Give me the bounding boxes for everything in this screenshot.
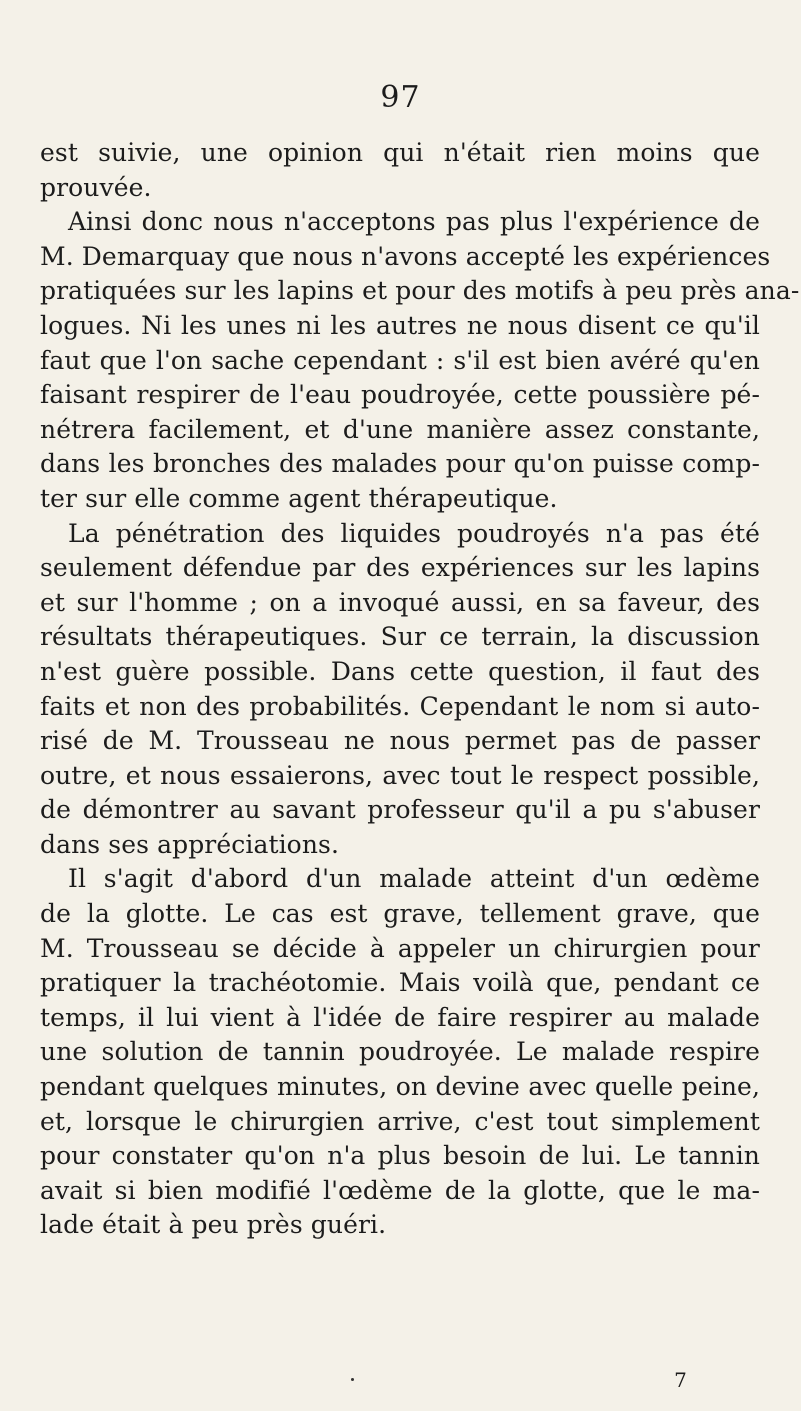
signature-mark <box>0 1368 801 1392</box>
text-line: dans les bronches des malades pour qu'on puisse comp- <box>40 449 760 479</box>
text-line: pratiquer la trachéotomie. Mais voilà que, pendant ce <box>40 968 760 998</box>
page-number: 97 <box>380 80 421 115</box>
text-line: logues. Ni les unes ni les autres ne nous disent ce qu'il <box>40 310 760 340</box>
text-line: et, lorsque le chirurgien arrive, c'est tout simplement <box>40 1106 760 1136</box>
text-line: ter sur elle comme agent thérapeutique. <box>40 483 558 513</box>
text-line: lade était à peu près guéri. <box>40 1210 387 1240</box>
signature-number: 7 <box>674 1368 687 1392</box>
text-line: seulement défendue par des expériences sur les lapins <box>40 553 760 583</box>
text-line: La pénétration des liquides poudroyés n'a pas été <box>68 518 760 548</box>
text-line: résultats thérapeutiques. Sur ce terrain, la discussion <box>40 622 760 652</box>
text-line: faits et non des probabilités. Cependant le nom si auto- <box>40 691 760 721</box>
text-line: risé de M. Trousseau ne nous permet pas de passer <box>40 726 760 756</box>
text-line: pratiquées sur les lapins et pour des motifs à peu près ana- <box>40 276 800 306</box>
text-line: pendant quelques minutes, on devine avec quelle peine, <box>40 1072 760 1102</box>
text-line: et sur l'homme ; on a invoqué aussi, en sa faveur, des <box>40 587 760 617</box>
text-line: faisant respirer de l'eau poudroyée, cette poussière pé- <box>40 380 760 410</box>
body-text <box>40 136 800 1243</box>
text-line: Il s'agit d'abord d'un malade atteint d'un œdème <box>68 864 760 894</box>
text-line: est suivie, une opinion qui n'était rien moins que <box>40 138 760 167</box>
text-line: dans ses appréciations. <box>40 829 340 859</box>
text-line: de la glotte. Le cas est grave, tellement grave, que <box>40 899 760 929</box>
text-line: Ainsi donc nous n'acceptons pas plus l'expérience de <box>68 207 760 237</box>
text-line: temps, il lui vient à l'idée de faire respirer au malade <box>40 1002 760 1032</box>
text-line: une solution de tannin poudroyée. Le malade respire <box>40 1037 760 1067</box>
text-line: n'est guère possible. Dans cette question, il faut des <box>40 656 760 686</box>
text-line: M. Trousseau se décide à appeler un chirurgien pour <box>40 933 760 963</box>
text-line: avait si bien modifié l'œdème de la glotte, que le ma- <box>40 1175 760 1205</box>
text-line: de démontrer au savant professeur qu'il a pu s'abuser <box>40 795 760 825</box>
text-line: nétrera facilement, et d'une manière assez constante, <box>40 414 760 444</box>
text-line: faut que l'on sache cependant : s'il est bien avéré qu'en <box>40 345 760 375</box>
text-line: M. Demarquay que nous n'avons accepté les expériences <box>40 241 771 271</box>
text-line: pour constater qu'on n'a plus besoin de lui. Le tannin <box>40 1141 760 1171</box>
text-line: prouvée. <box>40 172 152 202</box>
text-line: outre, et nous essaierons, avec tout le respect possible, <box>40 760 760 790</box>
